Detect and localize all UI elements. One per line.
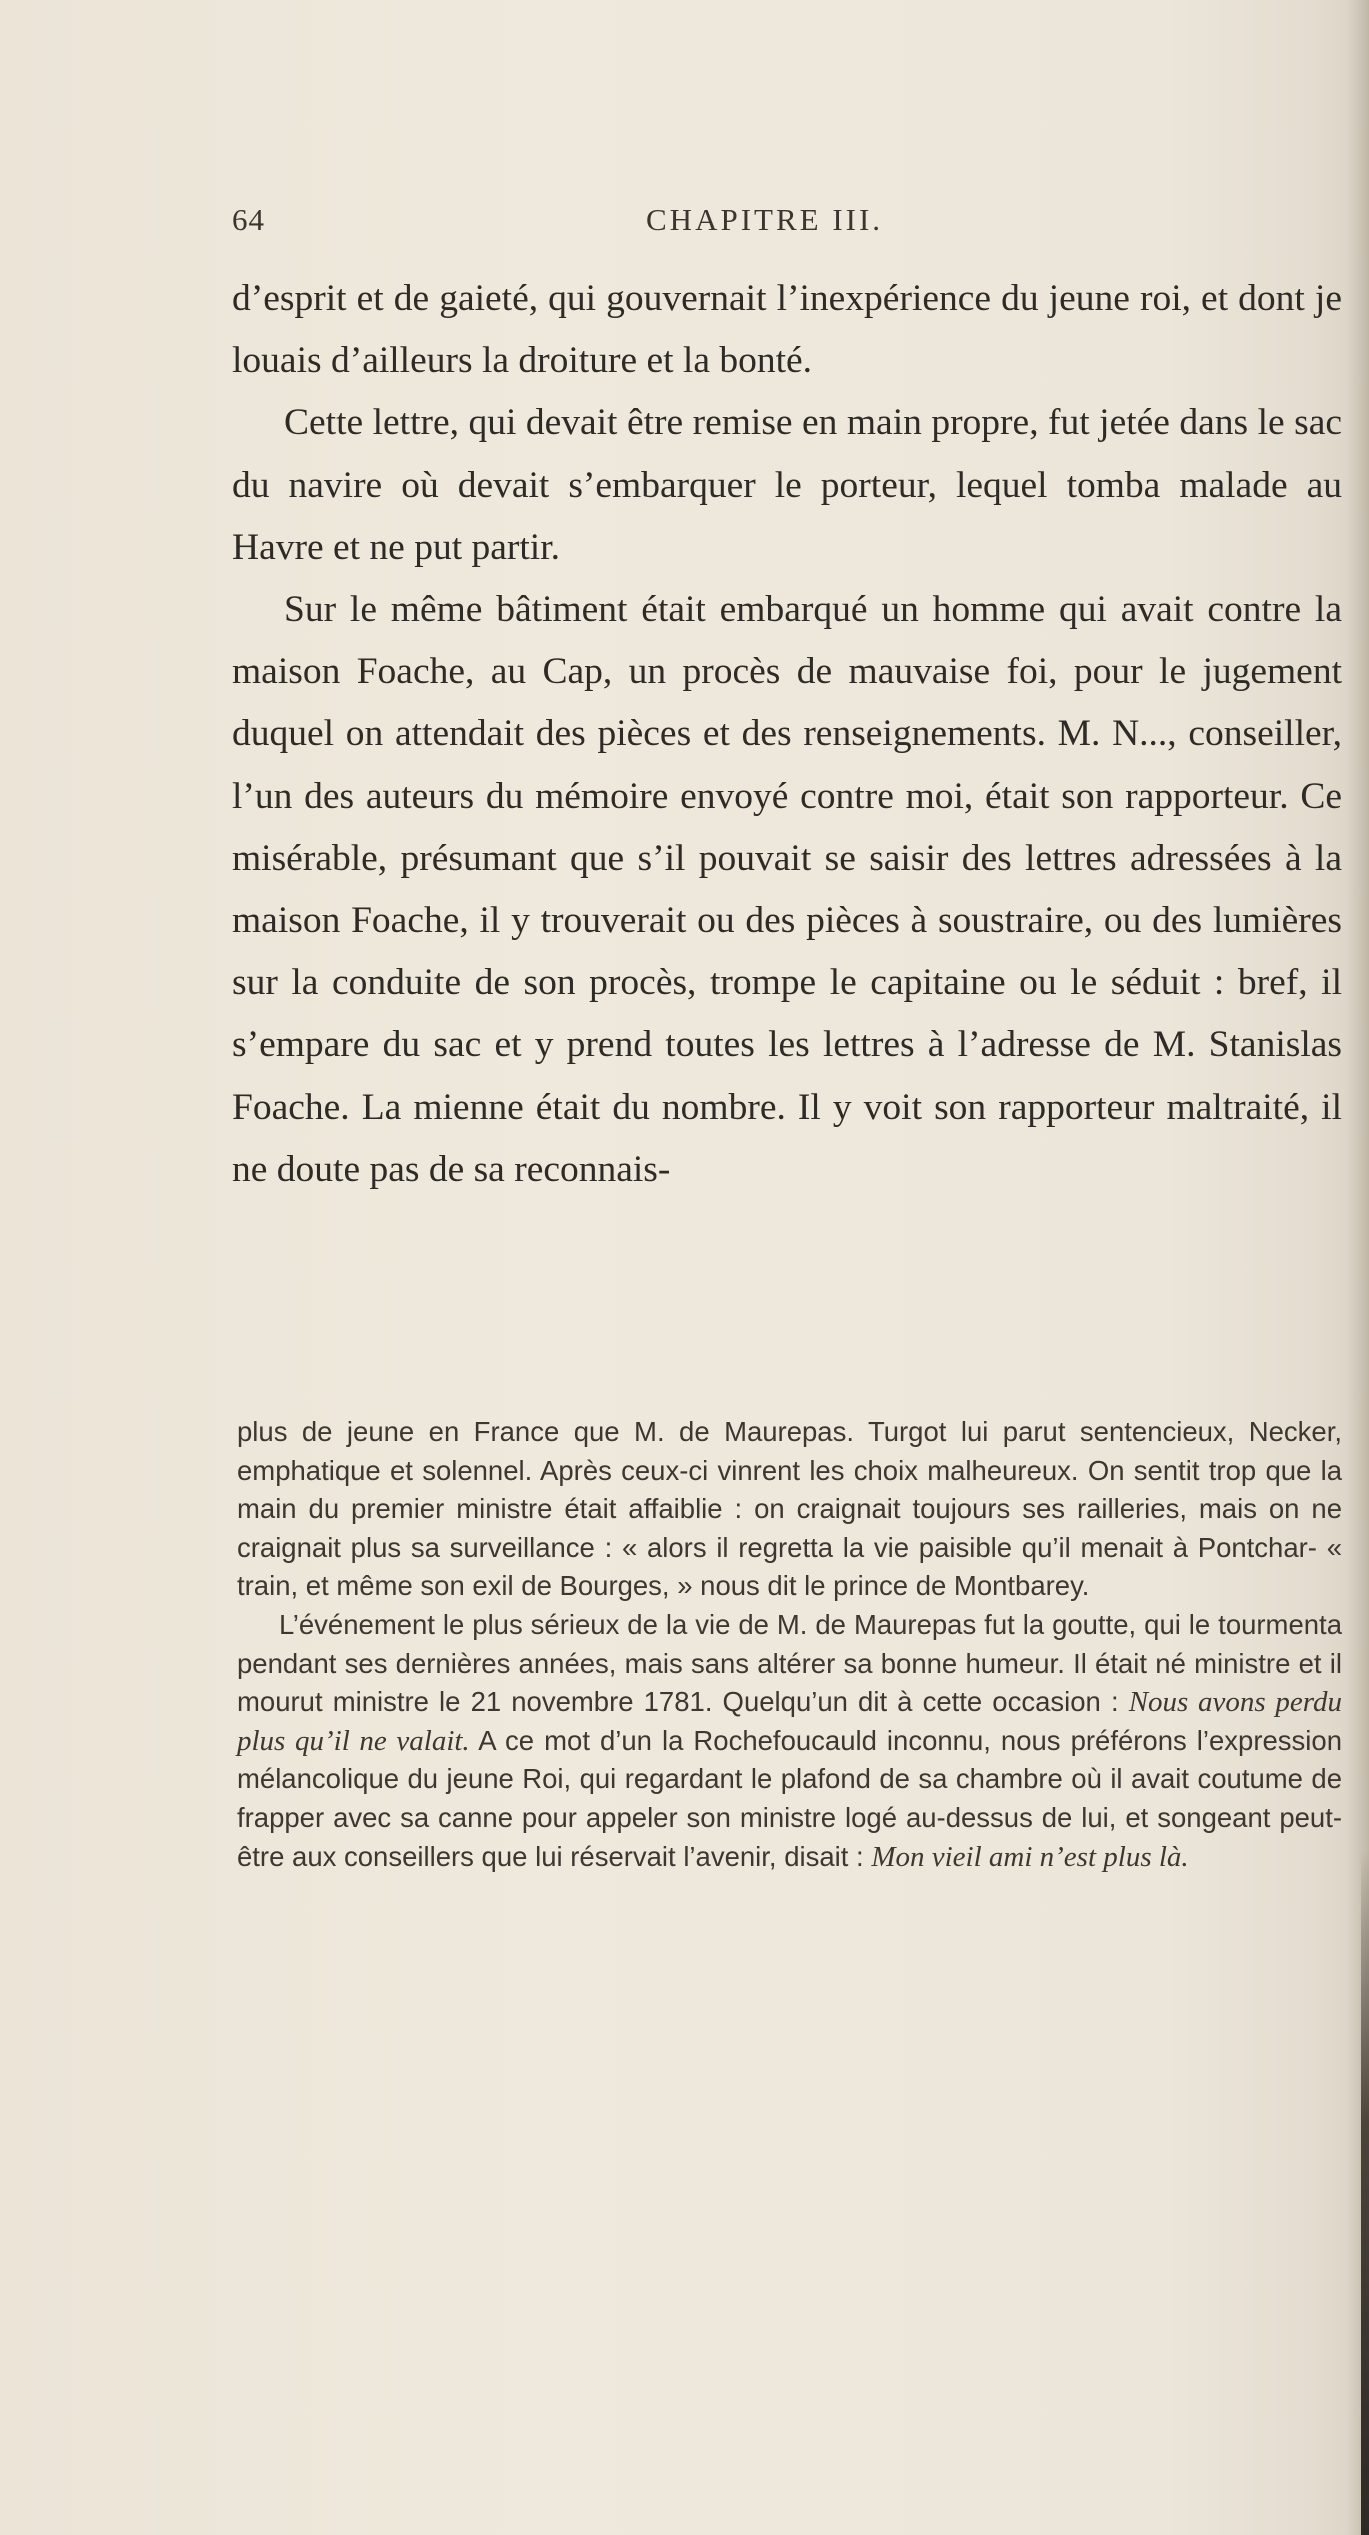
footnote-italic-quote: Nous avons perdu plus qu’il ne valait. [237,1686,1342,1757]
footnote-text: A ce mot d’un la Rochefoucauld inconnu, nous préférons l’expression mélancolique du jeune Roi, qui regardant le plafond de sa chambre où il avait coutume de frapper avec sa canne pour appeler son ministre logé au-dessus de lui, et songeant peut-être aux conseillers que lui réservait l’avenir, disait : [237,1724,1342,1872]
binding-edge [1361,1850,1369,2535]
body-paragraph: d’esprit et de gaieté, qui gouvernait l’inexpérience du jeune roi, et dont je louais d’ailleurs la droiture et la bonté. [232,278,1342,382]
running-head: CHAPITRE III. [646,202,884,237]
page-header [232,202,1342,252]
body-paragraph: Cette lettre, qui devait être remise en main propre, fut jetée dans le sac du navire où devait s’embarquer le porteur, lequel tomba malade au Havre et ne put partir. [232,402,1342,568]
page-number: 64 [232,202,265,237]
footnote [237,1413,1342,1876]
footnote-text: L’événement le plus sérieux de la vie de M. de Maurepas fut la goutte, qui le tourmenta pendant ses dernières années, mais sans altérer sa bonne humeur. Il était né ministre et il mourut ministre le 21 novembre 1781. Quelqu’un dit à cette occasion : [237,1608,1342,1718]
footnote-paragraph [237,1606,1342,1876]
footnote-italic-quote: Mon vieil ami n’est plus là. [871,1840,1189,1873]
body-paragraph: Sur le même bâtiment était embarqué un homme qui avait contre la maison Foache, au Cap, un procès de mauvaise foi, pour le jugement duquel on attendait des pièces et des renseignements. M. N..., conseiller, l’un des auteurs du mémoire envoyé contre moi, était son rapporteur. Ce misérable, présumant que s’il pouvait se saisir des lettres adressées à la maison Foache, il y trouverait ou des pièces à soustraire, ou des lumières sur la conduite de son procès, trompe le capitaine ou le séduit : bref, il s’empare du sac et y prend toutes les lettres à l’adresse de M. Stanislas Foache. La mienne était du nombre. Il y voit son rapporteur maltraité, il ne doute pas de sa reconnais- [232,589,1342,1190]
footnote-paragraph: plus de jeune en France que M. de Maurepas. Turgot lui parut sentencieux, Necker, emphatique et solennel. Après ceux-ci vinrent les choix malheureux. On sentit trop que la main du premier ministre était affaiblie : on craignait toujours ses railleries, mais on ne craignait plus sa surveillance : « alors il regretta la vie paisible qu’il menait à Pontchar- « train, et même son exil de Bourges, » nous dit le prince de Montbarey. [237,1416,1342,1602]
main-text [232,268,1342,1201]
